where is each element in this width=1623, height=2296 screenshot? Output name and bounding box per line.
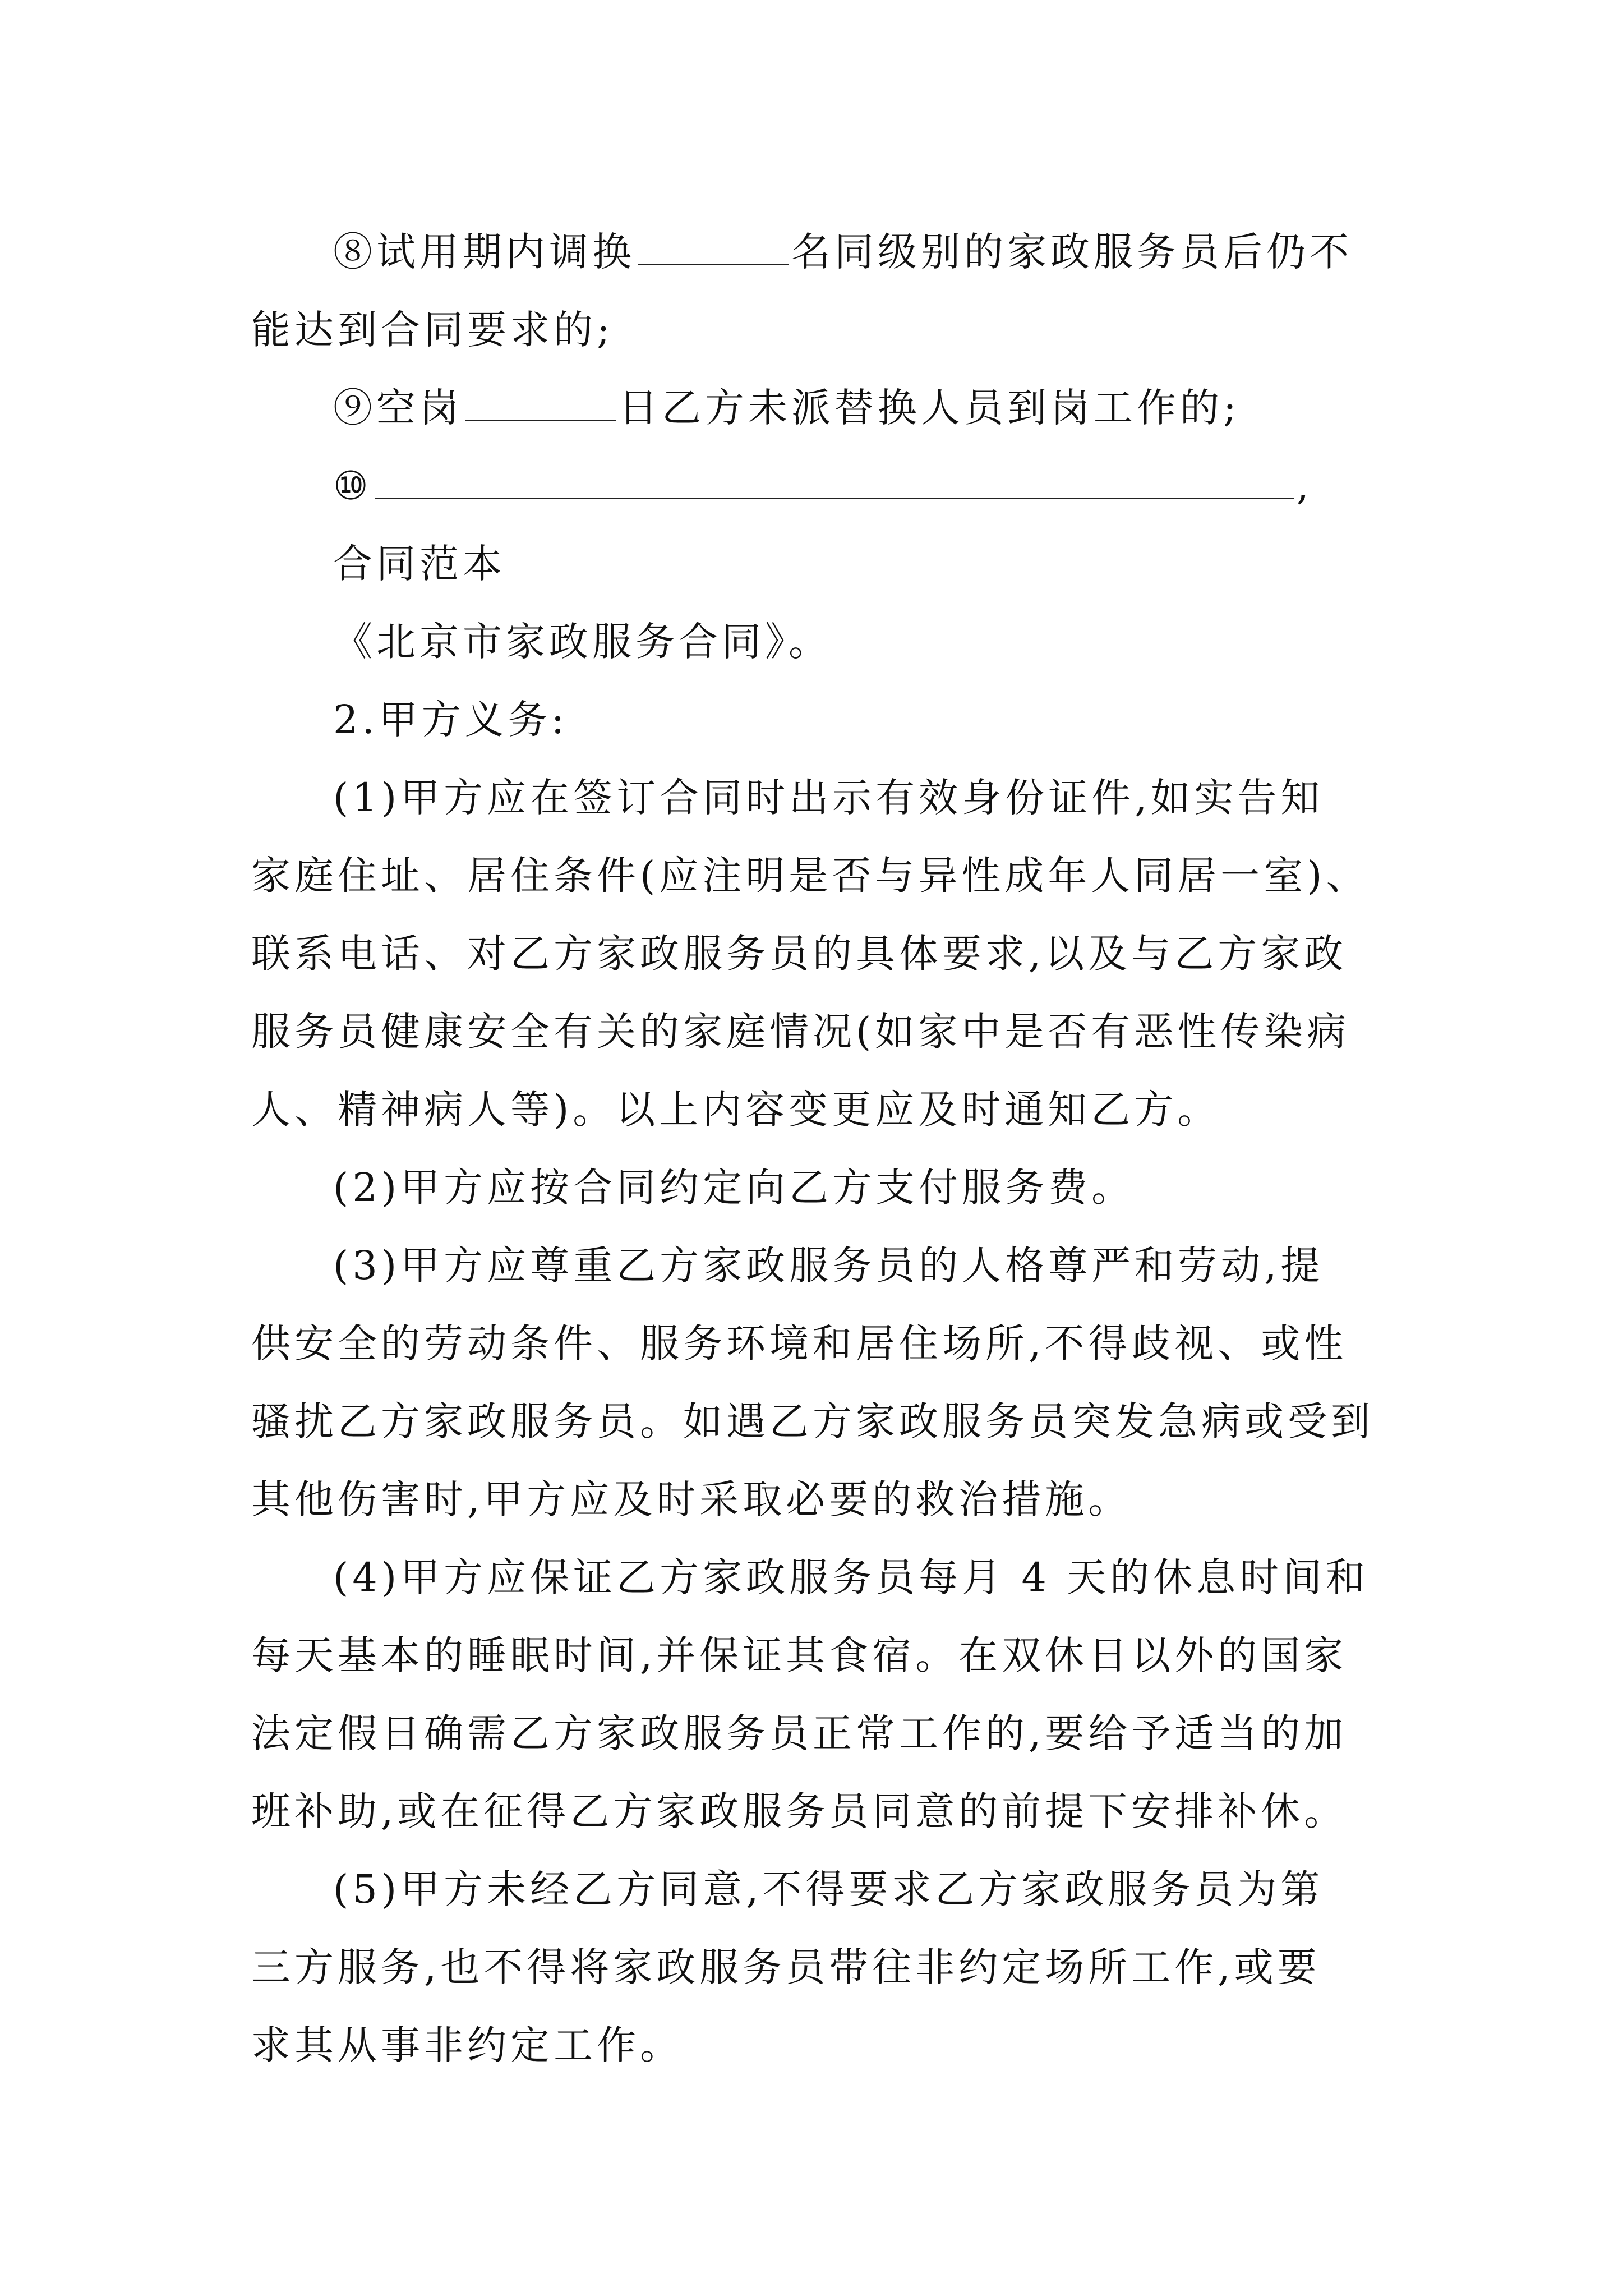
paragraph-line: 其他伤害时,甲方应及时采取必要的救治措施。 [251, 1476, 1132, 1522]
paragraph-line: 家庭住址、居住条件(应注明是否与异性成年人同居一室)、 [251, 853, 1370, 899]
item-8-prefix: ⑧试用期内调换 [333, 229, 635, 275]
item-10-prefix: ⑩ [333, 463, 372, 509]
paragraph-1 [251, 759, 1390, 1149]
item-9-blank [465, 388, 616, 421]
paragraph-line: (5)甲方未经乙方同意,不得要求乙方家政服务员为第 [333, 1866, 1324, 1912]
item-10-suffix: , [1296, 463, 1313, 509]
item-10-line [251, 447, 1390, 525]
paragraph-line: 供安全的劳动条件、服务环境和居住场所,不得歧视、或性 [251, 1320, 1348, 1366]
heading-template: 合同范本 [333, 541, 506, 587]
paragraph-line: (3)甲方应尊重乙方家政服务员的人格尊严和劳动,提 [333, 1243, 1324, 1289]
paragraph-2 [251, 1149, 1390, 1227]
item-8-blank [638, 232, 789, 265]
paragraph-line: 法定假日确需乙方家政服务员正常工作的,要给予适当的加 [251, 1710, 1348, 1756]
paragraph-5 [251, 1851, 1390, 2085]
paragraph-line: 服务员健康安全有关的家庭情况(如家中是否有恶性传染病 [251, 1009, 1350, 1055]
paragraph-line: (2)甲方应按合同约定向乙方支付服务费。 [333, 1165, 1135, 1211]
paragraph-line: 人、精神病人等)。以上内容变更应及时通知乙方。 [251, 1087, 1221, 1133]
paragraph-line: 每天基本的睡眠时间,并保证其食宿。在双休日以外的国家 [251, 1632, 1348, 1678]
paragraph-line: 三方服务,也不得将家政服务员带往非约定场所工作,或要 [251, 1944, 1321, 1990]
paragraph-line: 班补助,或在征得乙方家政服务员同意的前提下安排补休。 [251, 1788, 1348, 1834]
section-2-title: 2.甲方义务: [333, 697, 569, 743]
document-body [251, 213, 1390, 2085]
paragraph-line: 求其从事非约定工作。 [251, 2022, 683, 2068]
paragraph-4 [251, 1539, 1390, 1851]
item-9-suffix: 日乙方未派替换人员到岗工作的; [619, 385, 1241, 431]
paragraph-line: 联系电话、对乙方家政服务员的具体要求,以及与乙方家政 [251, 931, 1348, 977]
paragraph-line: 骚扰乙方家政服务员。如遇乙方家政服务员突发急病或受到 [251, 1398, 1374, 1444]
paragraph-line: (4)甲方应保证乙方家政服务员每月 4 天的休息时间和 [333, 1554, 1370, 1600]
item-10-blank [375, 466, 1294, 499]
paragraph-3 [251, 1227, 1390, 1539]
item-8-line-1 [251, 213, 1390, 291]
heading-title: 《北京市家政服务合同》。 [333, 619, 832, 665]
item-8-suffix: 名同级别的家政服务员后仍不 [791, 229, 1353, 275]
item-8-line-2: 能达到合同要求的; [251, 307, 614, 353]
item-9-line [251, 369, 1390, 447]
paragraph-line: (1)甲方应在签订合同时出示有效身份证件,如实告知 [333, 775, 1324, 821]
item-9-prefix: ⑨空岗 [333, 385, 463, 431]
